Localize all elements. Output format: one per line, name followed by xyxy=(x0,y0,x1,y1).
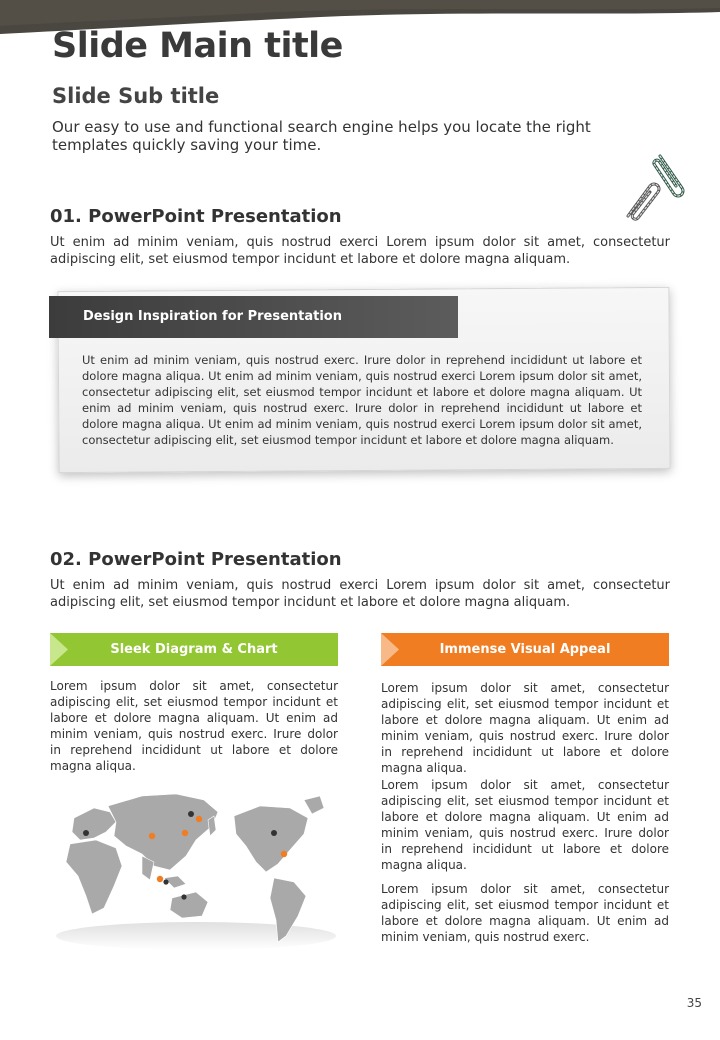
card-text: Ut enim ad minim veniam, quis nostrud exerc. Irure dolor in reprehend incididunt ut labore et dolore magna aliqua. Ut enim ad minim veniam, quis nostrud exerci Lorem ipsum dolor sit amet, consectetur adipiscing elit, set eiusmod tempor incidunt et labore et dolore magna aliquam. Ut enim ad minim veniam, quis nostrud exerc. Irure dolor in reprehend incididunt ut labore et dolore magna aliqua. Ut enim ad minim veniam, quis nostrud exerci Lorem ipsum dolor sit amet, consectetur adipiscing elit, set eiusmod tempor incidunt et labore et dolore magna aliquam. xyxy=(82,353,642,447)
world-map xyxy=(46,786,350,954)
right-column-para-3: Lorem ipsum dolor sit amet, consectetur adipiscing elit, set eiusmod tempor incidunt et labore et dolore magna aliquam. Ut enim ad minim veniam, quis nostrud exerc. xyxy=(381,882,669,944)
tag-label: Sleek Diagram & Chart xyxy=(110,642,278,657)
tag-label: Immense Visual Appeal xyxy=(439,642,611,657)
right-column-para-2: Lorem ipsum dolor sit amet, consectetur adipiscing elit, set eiusmod tempor incidunt et labore et dolore magna aliquam. Ut enim ad minim veniam, quis nostrud exerc. Irure dolor in reprehend incididunt ut labore et dolore magna aliqua. xyxy=(381,778,669,872)
section-2-body: Ut enim ad minim veniam, quis nostrud exerci Lorem ipsum dolor sit amet, consectetur adipiscing elit, set eiusmod tempor incidunt et labore et dolore magna aliquam. xyxy=(50,578,670,610)
page-title: Slide Main title xyxy=(52,26,343,66)
left-column-text: Lorem ipsum dolor sit amet, consectetur adipiscing elit, set eiusmod tempor incidunt et labore et dolore magna aliquam. Ut enim ad minim veniam, quis nostrud exerc. Irure dolor in reprehend incididunt ut labore et dolore magna aliqua. xyxy=(50,679,338,773)
section-2-heading: 02. PowerPoint Presentation xyxy=(50,549,342,570)
card-title: Design Inspiration for Presentation xyxy=(49,296,458,338)
section-1-heading: 01. PowerPoint Presentation xyxy=(50,206,342,227)
page-subtitle: Slide Sub title xyxy=(52,84,220,108)
intro-text: Our easy to use and functional search engine helps you locate the right templates quickly saving your time. xyxy=(52,118,591,154)
page-number: 35 xyxy=(686,996,702,1010)
right-column-para-1: Lorem ipsum dolor sit amet, consectetur adipiscing elit, set eiusmod tempor incidunt et labore et dolore magna aliquam. Ut enim ad minim veniam, quis nostrud exerc. Irure dolor in reprehend incididunt ut labore et dolore magna aliqua. xyxy=(381,681,669,775)
chevron-right-icon xyxy=(381,633,401,666)
tag-sleek-diagram xyxy=(50,633,338,666)
paper-clip-icon xyxy=(614,146,694,226)
section-1-body: Ut enim ad minim veniam, quis nostrud exerci Lorem ipsum dolor sit amet, consectetur adipiscing elit, set eiusmod tempor incidunt et labore et dolore magna aliquam. xyxy=(50,235,670,267)
tag-visual-appeal xyxy=(381,633,669,666)
chevron-right-icon xyxy=(50,633,70,666)
